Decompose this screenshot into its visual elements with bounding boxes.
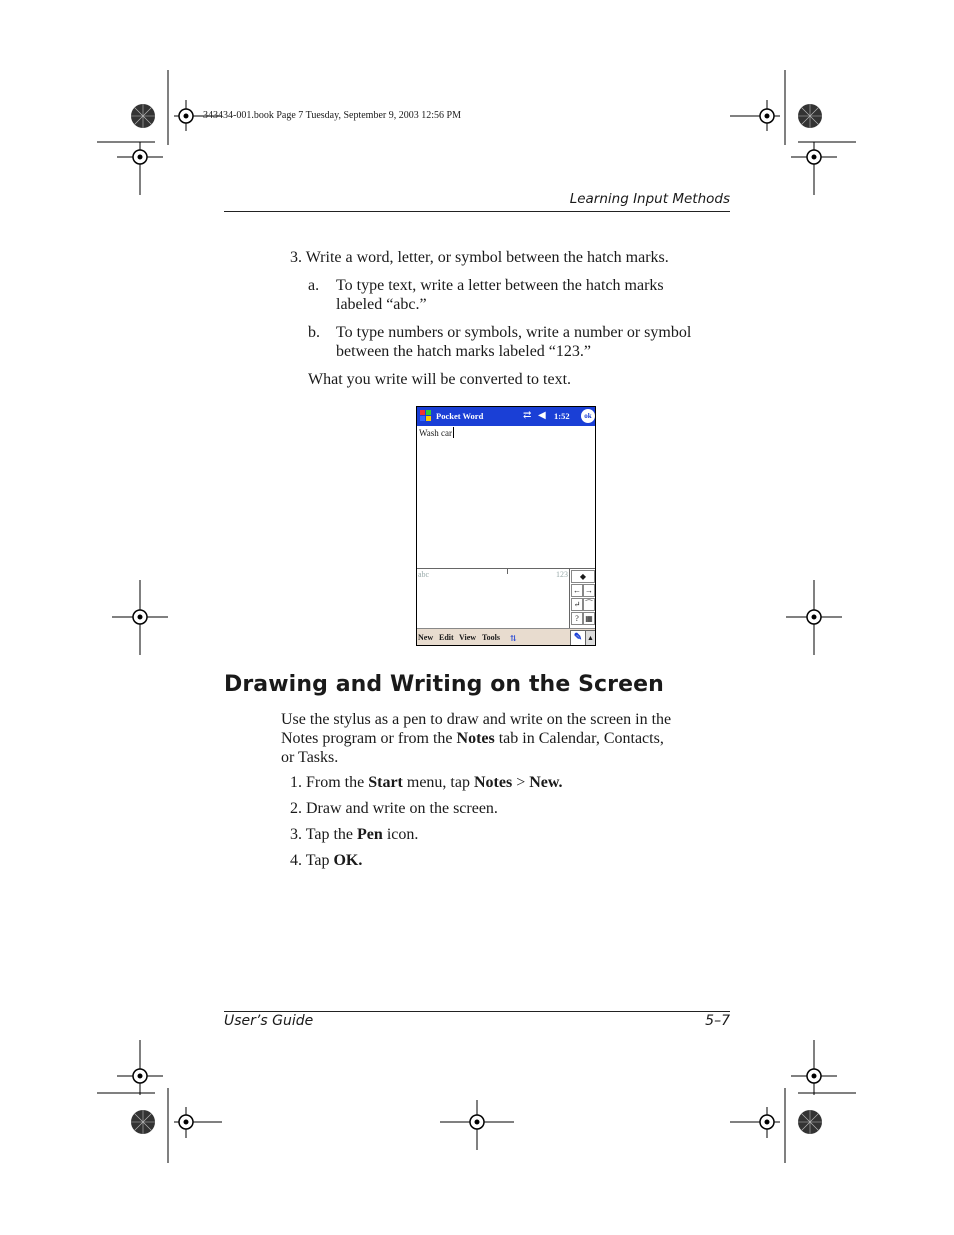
connectivity-icon: ⇄ — [523, 410, 532, 421]
left-arrow-key-icon: ← — [573, 586, 581, 595]
intro-line: or Tasks. — [281, 749, 339, 766]
input-keys — [569, 568, 596, 629]
document-area — [419, 427, 454, 438]
footer-rule — [224, 1011, 730, 1012]
pocket-word-screenshot — [416, 406, 596, 646]
sub-step-text: To type numbers or symbols, write a number or symbol — [336, 324, 692, 341]
result-text: What you write will be converted to text. — [308, 371, 572, 388]
step-number: 3. — [290, 249, 302, 266]
app-title: Pocket Word — [436, 411, 484, 421]
text-cursor — [453, 427, 454, 438]
notes-step-4: 4. Tap OK. — [290, 852, 363, 869]
sub-step-letter: b. — [308, 324, 320, 341]
backspace-key-icon: ◆ — [571, 570, 595, 583]
notes-step-3: 3. Tap the Pen icon. — [290, 826, 419, 843]
menu-view: View — [459, 633, 477, 642]
clock: 1:52 — [554, 411, 570, 421]
menu-tools: Tools — [482, 633, 500, 642]
sub-step-text: between the hatch marks labeled “123.” — [336, 343, 591, 360]
footer-title: User’s Guide — [224, 1013, 314, 1029]
sub-step-text: To type text, write a letter between the hatch marks — [336, 277, 664, 294]
notes-step-1: 1. From the Start menu, tap Notes > New. — [290, 774, 563, 791]
sub-step-b — [308, 323, 728, 361]
start-flag-icon — [419, 409, 433, 423]
menu-edit: Edit — [439, 633, 454, 642]
header-rule — [224, 211, 730, 212]
pen-icon: ✎ — [570, 630, 586, 646]
notes-step-2: 2. Draw and write on the screen. — [290, 800, 498, 817]
right-arrow-key-icon: → — [585, 586, 593, 595]
transcriber-input-area — [417, 568, 569, 629]
sub-step-text: labeled “abc.” — [336, 296, 427, 313]
space-key-icon: ⁀ — [583, 598, 595, 611]
intro-paragraph — [281, 710, 731, 767]
volume-icon: ◀ — [538, 410, 546, 421]
menu-bar — [417, 628, 595, 646]
page-number: 5–7 — [705, 1013, 730, 1029]
sub-step-a — [308, 276, 728, 314]
ok-button: ok — [581, 409, 595, 423]
print-header: 343434-001.book Page 7 Tuesday, September 9, 2003 12:56 PM — [203, 110, 461, 121]
menu-new: New — [418, 633, 434, 642]
section-heading: Drawing and Writing on the Screen — [224, 672, 664, 697]
hatch-mark — [507, 569, 508, 574]
input-panel-arrow-icon: ▲ — [585, 630, 596, 646]
intro-line: Notes program or from the Notes tab in Calendar, Contacts, — [281, 730, 664, 747]
intro-line: Use the stylus as a pen to draw and write on the screen in the — [281, 711, 672, 728]
step-3 — [290, 248, 730, 267]
123-label: 123 — [556, 570, 568, 579]
document-text: Wash car — [419, 428, 453, 438]
keyboard-key-icon: ▦ — [583, 612, 595, 625]
title-bar — [417, 407, 595, 426]
enter-key-icon: ↵ — [571, 598, 583, 611]
notes-tab-name: Notes — [456, 730, 495, 747]
abc-label: abc — [418, 570, 430, 579]
running-head: Learning Input Methods — [569, 191, 730, 207]
step-text: Write a word, letter, or symbol between the hatch marks. — [305, 249, 669, 266]
input-toggle-icon: ⇅ — [510, 634, 517, 643]
help-key-icon: ? — [571, 612, 583, 625]
sub-step-letter: a. — [308, 277, 320, 294]
